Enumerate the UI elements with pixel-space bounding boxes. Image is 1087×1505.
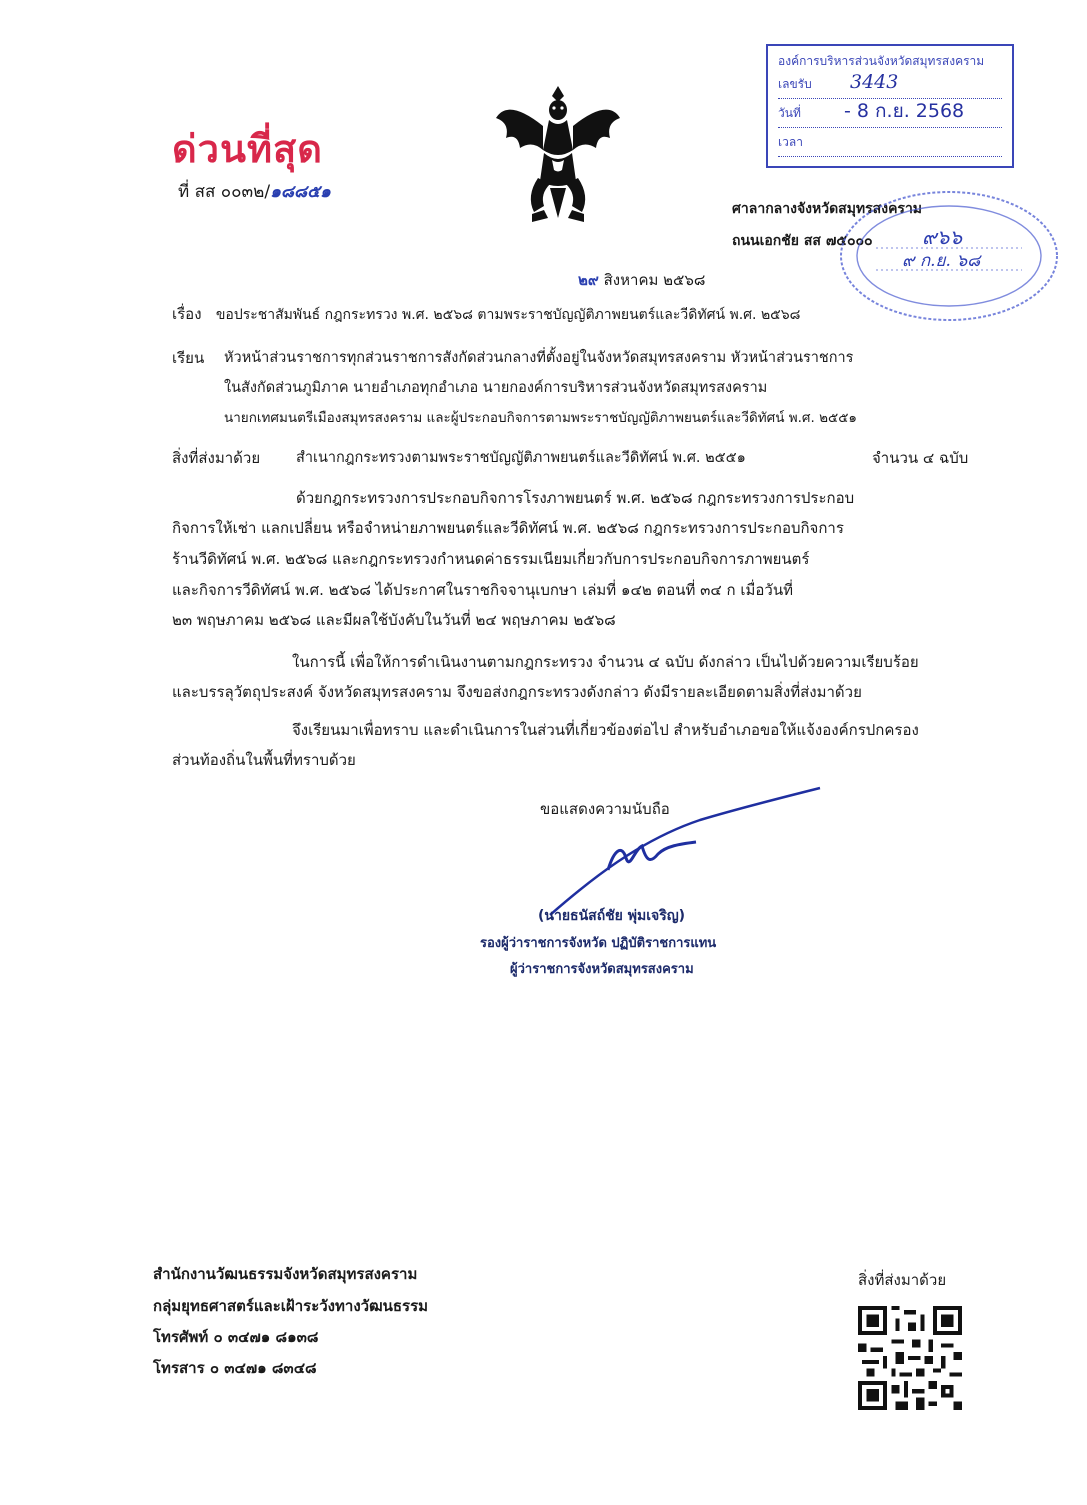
receipt-date-row [778, 99, 1002, 128]
para1-line5: ๒๓ พฤษภาคม ๒๕๖๘ และมีผลใช้บังคับในวันที่ ๒๔ พฤษภาคม ๒๕๖๘ [172, 611, 616, 629]
para2-line1: ในการนี้ เพื่อให้การดำเนินงานตามกฎกระทรวง จำนวน ๔ ฉบับ ดังกล่าว เป็นไปด้วยความเรียบร้อย [292, 653, 919, 671]
receipt-time-label: เวลา [778, 135, 803, 149]
receipt-no-row [778, 70, 1002, 99]
enclosure-count: จำนวน ๔ ฉบับ [872, 449, 969, 467]
subject-row [172, 302, 932, 326]
receipt-date-value: - 8 ก.ย. 2568 [844, 100, 965, 122]
subject-text: ขอประชาสัมพันธ์ กฎกระทรวง พ.ศ. ๒๕๖๘ ตามพระราชบัญญัติภาพยนตร์และวีดิทัศน์ พ.ศ. ๒๕๖๘ [215, 307, 801, 323]
para1-line1: ด้วยกฎกระทรวงการประกอบกิจการโรงภาพยนตร์ พ.ศ. ๒๕๖๘ กฎกระทรวงการประกอบ [296, 489, 855, 507]
para2-line2: และบรรลุวัตถุประสงค์ จังหวัดสมุทรสงคราม จึงขอส่งกฎกระทรวงดังกล่าว ดังมีรายละเอียดตามสิ่งที่ส่งมาด้วย [172, 683, 862, 701]
salutation-label: เรียน [172, 349, 205, 367]
qr-label: สิ่งที่ส่งมาด้วย [858, 1271, 947, 1289]
footer-office: สำนักงานวัฒนธรรมจังหวัดสมุทรสงคราม [153, 1265, 418, 1283]
urgency-mark: ด่วนที่สุด [172, 126, 323, 171]
signatory-title1: รองผู้ว่าราชการจังหวัด ปฏิบัติราชการแทน [480, 936, 717, 951]
salutation-line3: นายกเทศมนตรีเมืองสมุทรสงคราม และผู้ประกอบกิจการตามพระราชบัญญัติภาพยนตร์และวีดิทัศน์ พ.ศ. ๒๕๕๑ [224, 410, 857, 426]
oval-stamp-date: ๙ ก.ย. ๖๘ [902, 251, 981, 271]
footer-phone: โทรศัพท์ ๐ ๓๔๗๑ ๘๑๓๘ [153, 1328, 319, 1346]
subject-label: เรื่อง [172, 305, 202, 323]
para3-line1: จึงเรียนมาเพื่อทราบ และดำเนินการในส่วนที่เกี่ยวข้องต่อไป สำหรับอำเภอขอให้แจ้งองค์กรปกครอง [292, 721, 919, 739]
para1-line3: ร้านวีดิทัศน์ พ.ศ. ๒๕๖๘ และกฎกระทรวงกำหนดค่าธรรมเนียมเกี่ยวกับการประกอบกิจการภาพยนตร์ [172, 550, 810, 568]
receipt-time-row [778, 128, 1002, 157]
document-date [578, 268, 705, 292]
para3-line2: ส่วนท้องถิ่นในพื้นที่ทราบด้วย [172, 751, 356, 769]
date-month-year: สิงหาคม ๒๕๖๘ [603, 271, 706, 289]
footer-fax: โทรสาร ๐ ๓๔๗๑ ๘๓๔๘ [153, 1359, 317, 1377]
receipt-date-label: วันที่ [778, 106, 801, 120]
para1-line2: กิจการให้เช่า แลกเปลี่ยน หรือจำหน่ายภาพยนตร์และวีดิทัศน์ พ.ศ. ๒๕๖๘ กฎกระทรวงการประกอบกิจการ [172, 519, 844, 537]
enclosure-text: สำเนากฎกระทรวงตามพระราชบัญญัติภาพยนตร์และวีดิทัศน์ พ.ศ. ๒๕๕๑ [296, 450, 746, 466]
receipt-no-label: เลขรับ [778, 77, 812, 91]
handwritten-signature [530, 780, 830, 920]
salutation-line1: หัวหน้าส่วนราชการทุกส่วนราชการสังกัดส่วนกลางที่ตั้งอยู่ในจังหวัดสมุทรสงคราม หัวหน้าส่วนราชการ [224, 350, 854, 366]
closing-text: ขอแสดงความนับถือ [540, 800, 670, 818]
salutation-line2: ในสังกัดส่วนภูมิภาค นายอำเภอทุกอำเภอ นายกองค์การบริหารส่วนจังหวัดสมุทรสงคราม [224, 380, 768, 396]
sender-address-line1: ศาลากลางจังหวัดสมุทรสงคราม [732, 201, 923, 217]
signatory-name: (นายธนัสถ์ชัย พุ่มเจริญ) [538, 908, 686, 924]
para1-line4: และกิจการวีดิทัศน์ พ.ศ. ๒๕๖๘ ได้ประกาศในราชกิจจานุเบกษา เล่มที่ ๑๔๒ ตอนที่ ๓๔ ก เมื่อวันที่ [172, 581, 793, 599]
date-day-hand: ๒๙ [578, 271, 599, 289]
garuda-emblem-icon [488, 78, 628, 228]
enclosure-row [172, 446, 972, 468]
enclosure-label: สิ่งที่ส่งมาด้วย [172, 449, 261, 467]
doc-number [178, 178, 331, 205]
doc-number-hand: ๑๘๘๕๑ [270, 182, 331, 202]
receipt-no-value: 3443 [850, 71, 899, 93]
receipt-stamp-org: องค์การบริหารส่วนจังหวัดสมุทรสงคราม [778, 54, 985, 68]
oval-stamp-number: ๙๖๖ [922, 225, 963, 249]
footer-group: กลุ่มยุทธศาสตร์และเฝ้าระวังทางวัฒนธรรม [153, 1297, 429, 1315]
signatory-title2: ผู้ว่าราชการจังหวัดสมุทรสงคราม [510, 962, 694, 977]
doc-number-prefix: ที่ สส ๐๐๓๒/ [178, 182, 271, 202]
sender-address-line2: ถนนเอกชัย สส ๗๕๐๐๐ [732, 233, 873, 249]
qr-code-icon[interactable] [858, 1306, 962, 1410]
receipt-stamp [766, 44, 1014, 168]
